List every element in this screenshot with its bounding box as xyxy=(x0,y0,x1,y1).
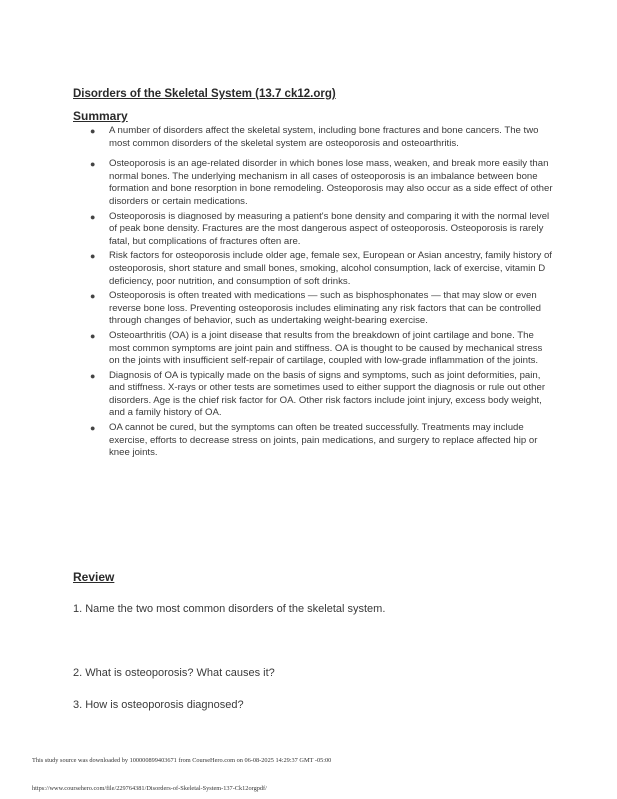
download-notice: This study source was downloaded by 100000899403671 from CourseHero.com on 06-08-2025 14:29:37 GMT -05:00 xyxy=(32,757,332,764)
source-url-link[interactable]: https://www.coursehero.com/file/229764381/Disorders-of-Skeletal-System-137-Ck12orgpdf/ xyxy=(32,785,267,792)
list-item xyxy=(73,125,553,150)
bullet-icon: ● xyxy=(90,423,96,434)
list-item xyxy=(73,158,553,208)
review-heading: Review xyxy=(73,570,115,584)
summary-list xyxy=(73,125,553,462)
list-item-text: OA cannot be cured, but the symptoms can often be treated successfully. Treatments may include exercise, efforts to decrease stress on joints, pain medications, and surgery to replace affected hip or knee joints. xyxy=(109,422,538,459)
list-item-text: Osteoarthritis (OA) is a joint disease that results from the breakdown of joint cartilage and bone. The most common symptoms are joint pain and stiffness. OA is thought to be caused by mechanical stress on the joints with insufficient self-repair of cartilage, coupled with low-grade inflammation of the joints. xyxy=(109,329,543,367)
list-item xyxy=(73,370,553,420)
review-question-2: 2. What is osteoporosis? What causes it? xyxy=(73,667,275,679)
bullet-icon: ● xyxy=(90,251,96,262)
list-item-text: Osteoporosis is diagnosed by measuring a patient's bone density and comparing it with the normal level of peak bone density. Fractures are the most dangerous aspect of osteoporosis. Osteoporosis is rarely fatal, but complications of fractures often are. xyxy=(109,210,550,247)
list-item-text: Osteoporosis is an age-related disorder in which bones lose mass, weaken, and break more easily than normal bones. The underlying mechanism in all cases of osteoporosis is an imbalance between bone formation and bone resorption in bone remodeling. Osteoporosis may also occur as a side effect of other disorders or certain medications. xyxy=(109,158,553,207)
bullet-icon: ● xyxy=(90,159,96,170)
list-item xyxy=(73,422,553,460)
bullet-icon: ● xyxy=(90,291,96,302)
bullet-icon: ● xyxy=(90,330,96,341)
summary-heading: Summary xyxy=(73,109,128,123)
list-item xyxy=(73,290,553,328)
bullet-icon: ● xyxy=(90,211,96,222)
bullet-icon: ● xyxy=(90,126,96,136)
list-item xyxy=(73,330,553,368)
list-item-text: Risk factors for osteoporosis include older age, female sex, European or Asian ancestry, family history of osteoporosis, short stature and small bones, smoking, alcohol consumption, lack of exercise, vitamin D deficiency, poor nutrition, and consumption of soft drinks. xyxy=(109,250,552,287)
bullet-icon: ● xyxy=(90,370,96,381)
review-question-1: 1. Name the two most common disorders of the skeletal system. xyxy=(73,603,386,615)
review-question-3: 3. How is osteoporosis diagnosed? xyxy=(73,699,244,711)
document-title: Disorders of the Skeletal System (13.7 ck12.org) xyxy=(73,88,336,100)
list-item-text: Osteoporosis is often treated with medications — such as bisphosphonates — that may slow or even reverse bone loss. Preventing osteoporosis includes eliminating any risk factors that can be controlled through changes of behavior, such as undertaking weight-bearing exercise. xyxy=(109,290,541,327)
list-item-text: A number of disorders affect the skeletal system, including bone fractures and bone cancers. The two most common disorders of the skeletal system are osteoporosis and osteoarthritis. xyxy=(109,125,539,149)
list-item xyxy=(73,250,553,288)
list-item xyxy=(73,211,553,249)
list-item-text: Diagnosis of OA is typically made on the basis of signs and symptoms, such as joint deformities, pain, and stiffness. X-rays or other tests are sometimes used to either support the diagnosis or rule out other disorders. Age is the chief risk factor for OA. Other risk factors include joint injury, excess body weight, and a family history of OA. xyxy=(109,369,546,419)
